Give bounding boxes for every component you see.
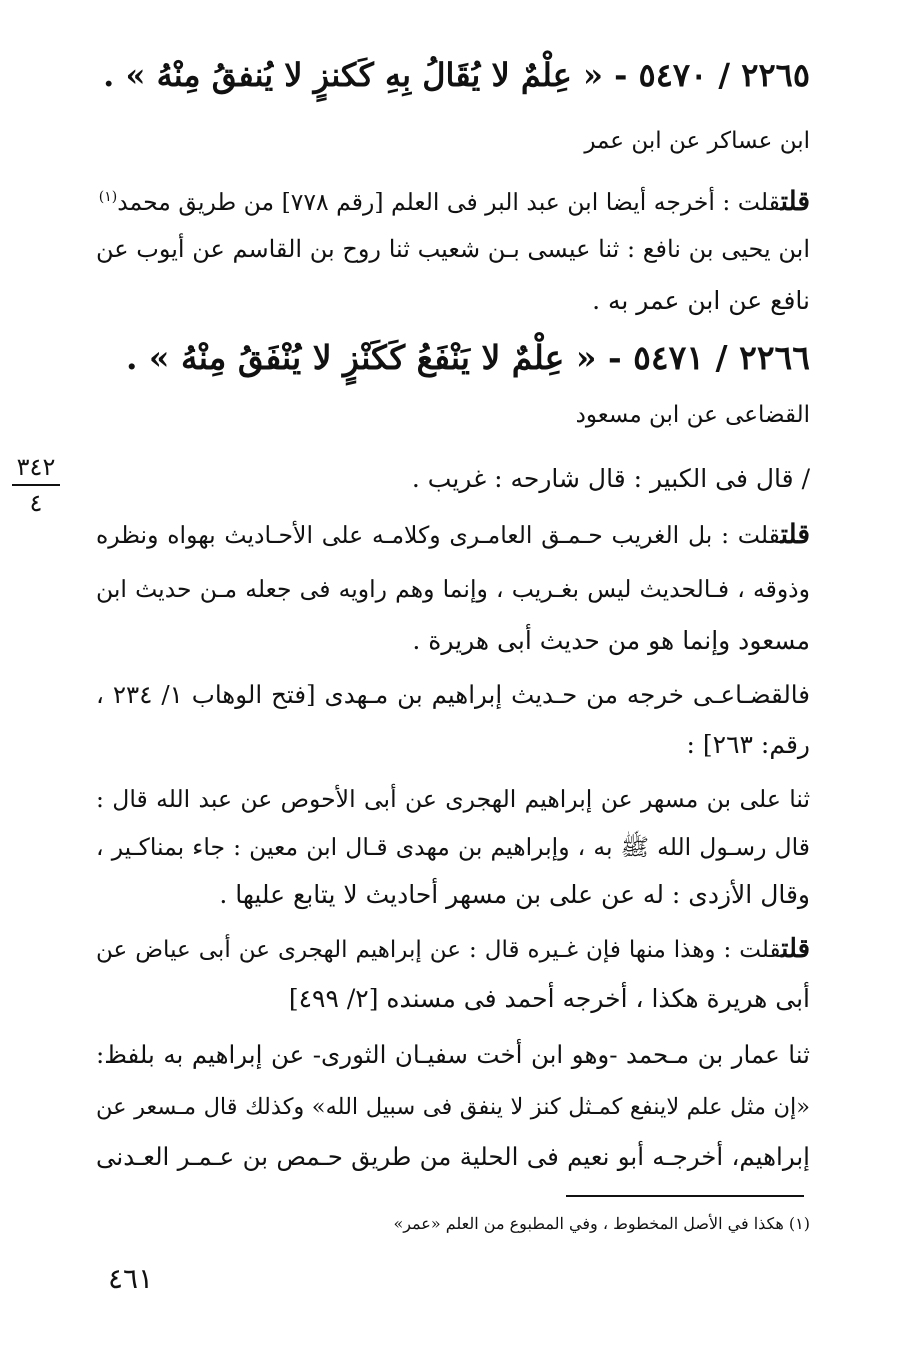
- qult-keyword: قلت: [780, 185, 810, 217]
- commentary-line: فالقضـاعـى خرجه من حـديث إبراهيم بن مـهدى [فتح الوهاب ١/ ٢٣٤ ،: [96, 680, 810, 709]
- commentary-line: إبراهيم، أخرجـه أبو نعيم فى الحلية من طريق حـمص بن عـمـر العـدنى: [96, 1142, 810, 1171]
- hadith-heading-2266: ٢٢٦٦ / ٥٤٧١ - « عِلْمٌ لا يَنْفَعُ كَكَنْزٍ لا يُنْفَقُ مِنْهُ » .: [125, 338, 810, 377]
- commentary-line: أبى هريرة هكذا ، أخرجه أحمد فى مسنده [٢/ ٤٩٩]: [288, 984, 810, 1013]
- margin-ref-bottom: ٤: [29, 489, 43, 517]
- footnote-marker: (١): [98, 189, 118, 205]
- commentary-line: [99, 180, 810, 219]
- commentary-line: وقال الأزدى : له عن على بن مسهر أحاديث لا يتابع عليها .: [219, 880, 810, 909]
- commentary-line: مسعود وإنما هو من حديث أبى هريرة .: [412, 626, 810, 655]
- commentary-text: قلت : بل الغريب حـمـق العامـرى وكلامـه على الأحـاديث بهواه ونظره: [96, 521, 781, 549]
- margin-ref-top: ٣٤٢: [16, 453, 56, 481]
- commentary-line: «إن مثل علم لاينفع كمـثل كنز لا ينفق فى سبيل الله» وكذلك قال مـسعر عن: [96, 1094, 810, 1120]
- commentary-line: وذوقه ، فـالحديث ليس بغـريب ، وإنما وهم راويه فى جعله مـن حديث ابن: [96, 575, 810, 603]
- footnote-text: (١) هكذا في الأصل المخطوط ، وفي المطبوع من العلم «عمر»: [393, 1214, 810, 1233]
- hadith-source: ابن عساكر عن ابن عمر: [584, 128, 810, 154]
- footnote-divider: [566, 1195, 804, 1197]
- hadith-source: القضاعى عن ابن مسعود: [575, 402, 810, 428]
- commentary-line: نافع عن ابن عمر به .: [592, 286, 810, 315]
- margin-ref-divider: [12, 484, 60, 486]
- margin-page-reference: [8, 452, 64, 518]
- commentary-line: ثنا عمار بن مـحمد -وهو ابن أخت سفيـان الثورى- عن إبراهيم به بلفظ:: [96, 1040, 810, 1069]
- page-number: ٤٦١: [108, 1262, 154, 1295]
- commentary-text: قلت : وهذا منها فإن غـيره قال : عن إبراهيم الهجرى عن أبى عياض عن: [96, 937, 782, 963]
- commentary-line: ثنا على بن مسهر عن إبراهيم الهجرى عن أبى الأحوص عن عبد الله قال :: [96, 785, 810, 813]
- commentary-line: [96, 932, 810, 967]
- commentary-line: [96, 518, 810, 552]
- commentary-line: قال رسـول الله ﷺ به ، وإبراهيم بن مهدى قـال ابن معين : جاء بمناكـير ،: [96, 833, 810, 861]
- commentary-text: قلت : أخرجه أيضا ابن عبد البر فى العلم [رقم ٧٧٨] من طريق محمد: [117, 187, 781, 216]
- commentary-line: / قال فى الكبير : قال شارحه : غريب .: [411, 464, 810, 493]
- qult-keyword: قلت: [780, 519, 810, 550]
- qult-keyword: قلت: [781, 934, 810, 964]
- commentary-line: رقم: ٢٦٣] :: [686, 730, 810, 759]
- commentary-line: ابن يحيى بن نافع : ثنا عيسى بـن شعيب ثنا روح بن القاسم عن أيوب عن: [96, 235, 810, 263]
- hadith-heading-2265: ٢٢٦٥ / ٥٤٧٠ - « عِلْمٌ لا يُقَالُ بِهِ كَكنزٍ لا يُنفقُ مِنْهُ » .: [103, 56, 810, 94]
